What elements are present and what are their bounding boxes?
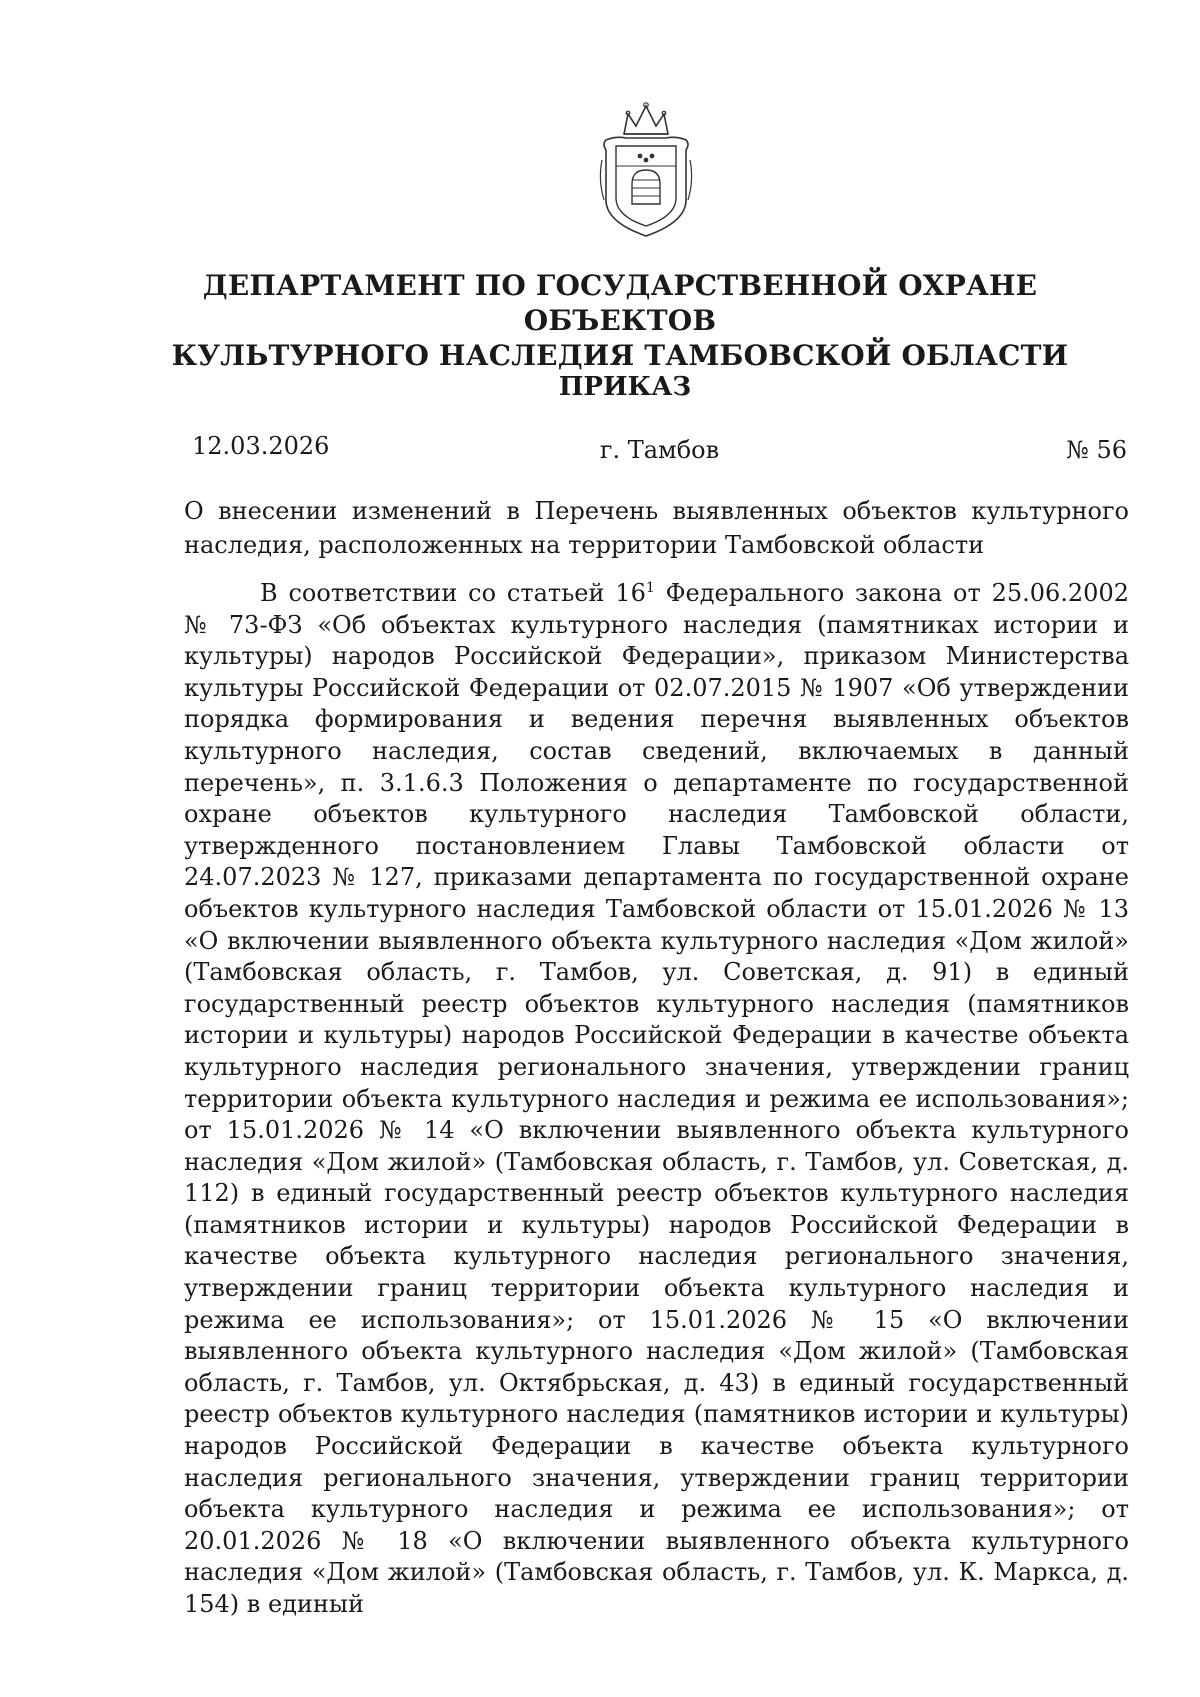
body-text-part-2: Федерального закона от 25.06.2002 № 73-ФЗ «Об объектах культурного наследия (памятниках истории и культуры) народов Российской Федерации», приказом Министерства культуры Российской Федерации от 02.07.2015 № 1907 «Об утверждении порядка формирования и ведения перечня выявленных объектов культурного наследия, состав сведений, включаемых в данный перечень», п. 3.1.6.3 Положения о департаменте по государственной охране объектов культурного наследия Тамбовской области, утвержденного постановлением Главы Тамбовской области от 24.07.2023 № 127, приказами департамента по государственной охране объектов культурного наследия Тамбовской области от 15.01.2026 № 13 «О включении выявленного объекта культурного наследия «Дом жилой» (Тамбовская область, г. Тамбов, ул. Советская, д. 91) в единый государственный реестр объектов культурного наследия (памятников истории и культуры) народов Российской Федерации в качестве объекта культурного наследия регионального значения, утверждении границ территории объекта культурного наследия и режима ее использования»; от 15.01.2026 № 14 «О включении выявленного объекта культурного наследия «Дом жилой» (Тамбовская область, г. Тамбов, ул. Советская, д. 112) в единый государственный реестр объектов культурного наследия (памятников истории и культуры) народов Российской Федерации в качестве объекта культурного наследия регионального значения, утверждении границ территории объекта культурного наследия и режима ее использования»; от 15.01.2026 № 15 «О включении выявленного объекта культурного наследия «Дом жилой» (Тамбовская область, г. Тамбов, ул. Октябрьская, д. 43) в единый государственный реестр объектов культурного наследия (памятников истории и культуры) народов Российской Федерации в качестве объекта культурного наследия регионального значения, утверждении границ территории объекта культурного наследия и режима ее использования»; от 20.01.2026 № 18 «О включении выявленного объекта культурного наследия «Дом жилой» (Тамбовская область, г. Тамбов, ул. К. Маркса, д. 154) в единый [184,579,1129,1618]
organization-title-line-1: ДЕПАРТАМЕНТ ПО ГОСУДАРСТВЕННОЙ ОХРАНЕ ОБЪЕКТОВ [202,269,1038,337]
document-number: № 56 [1066,436,1127,464]
tambov-coat-of-arms-icon [596,100,696,240]
document-date: 12.03.2026 [192,432,330,460]
document-type: ПРИКАЗ [558,372,692,402]
organization-title-line-2: КУЛЬТУРНОГО НАСЛЕДИЯ ТАМБОВСКОЙ ОБЛАСТИ [171,339,1069,372]
body-text-part-1: В соответствии со статьей 16 [260,579,646,607]
document-subject: О внесении изменений в Перечень выявленных объектов культурного наследия, расположенных на территории Тамбовской области [184,497,1129,559]
document-meta-row [192,432,1127,466]
document-city: г. Тамбов [599,436,720,464]
organization-title [150,268,1090,373]
article-superscript: 1 [645,580,655,596]
document-body [184,578,1129,1621]
